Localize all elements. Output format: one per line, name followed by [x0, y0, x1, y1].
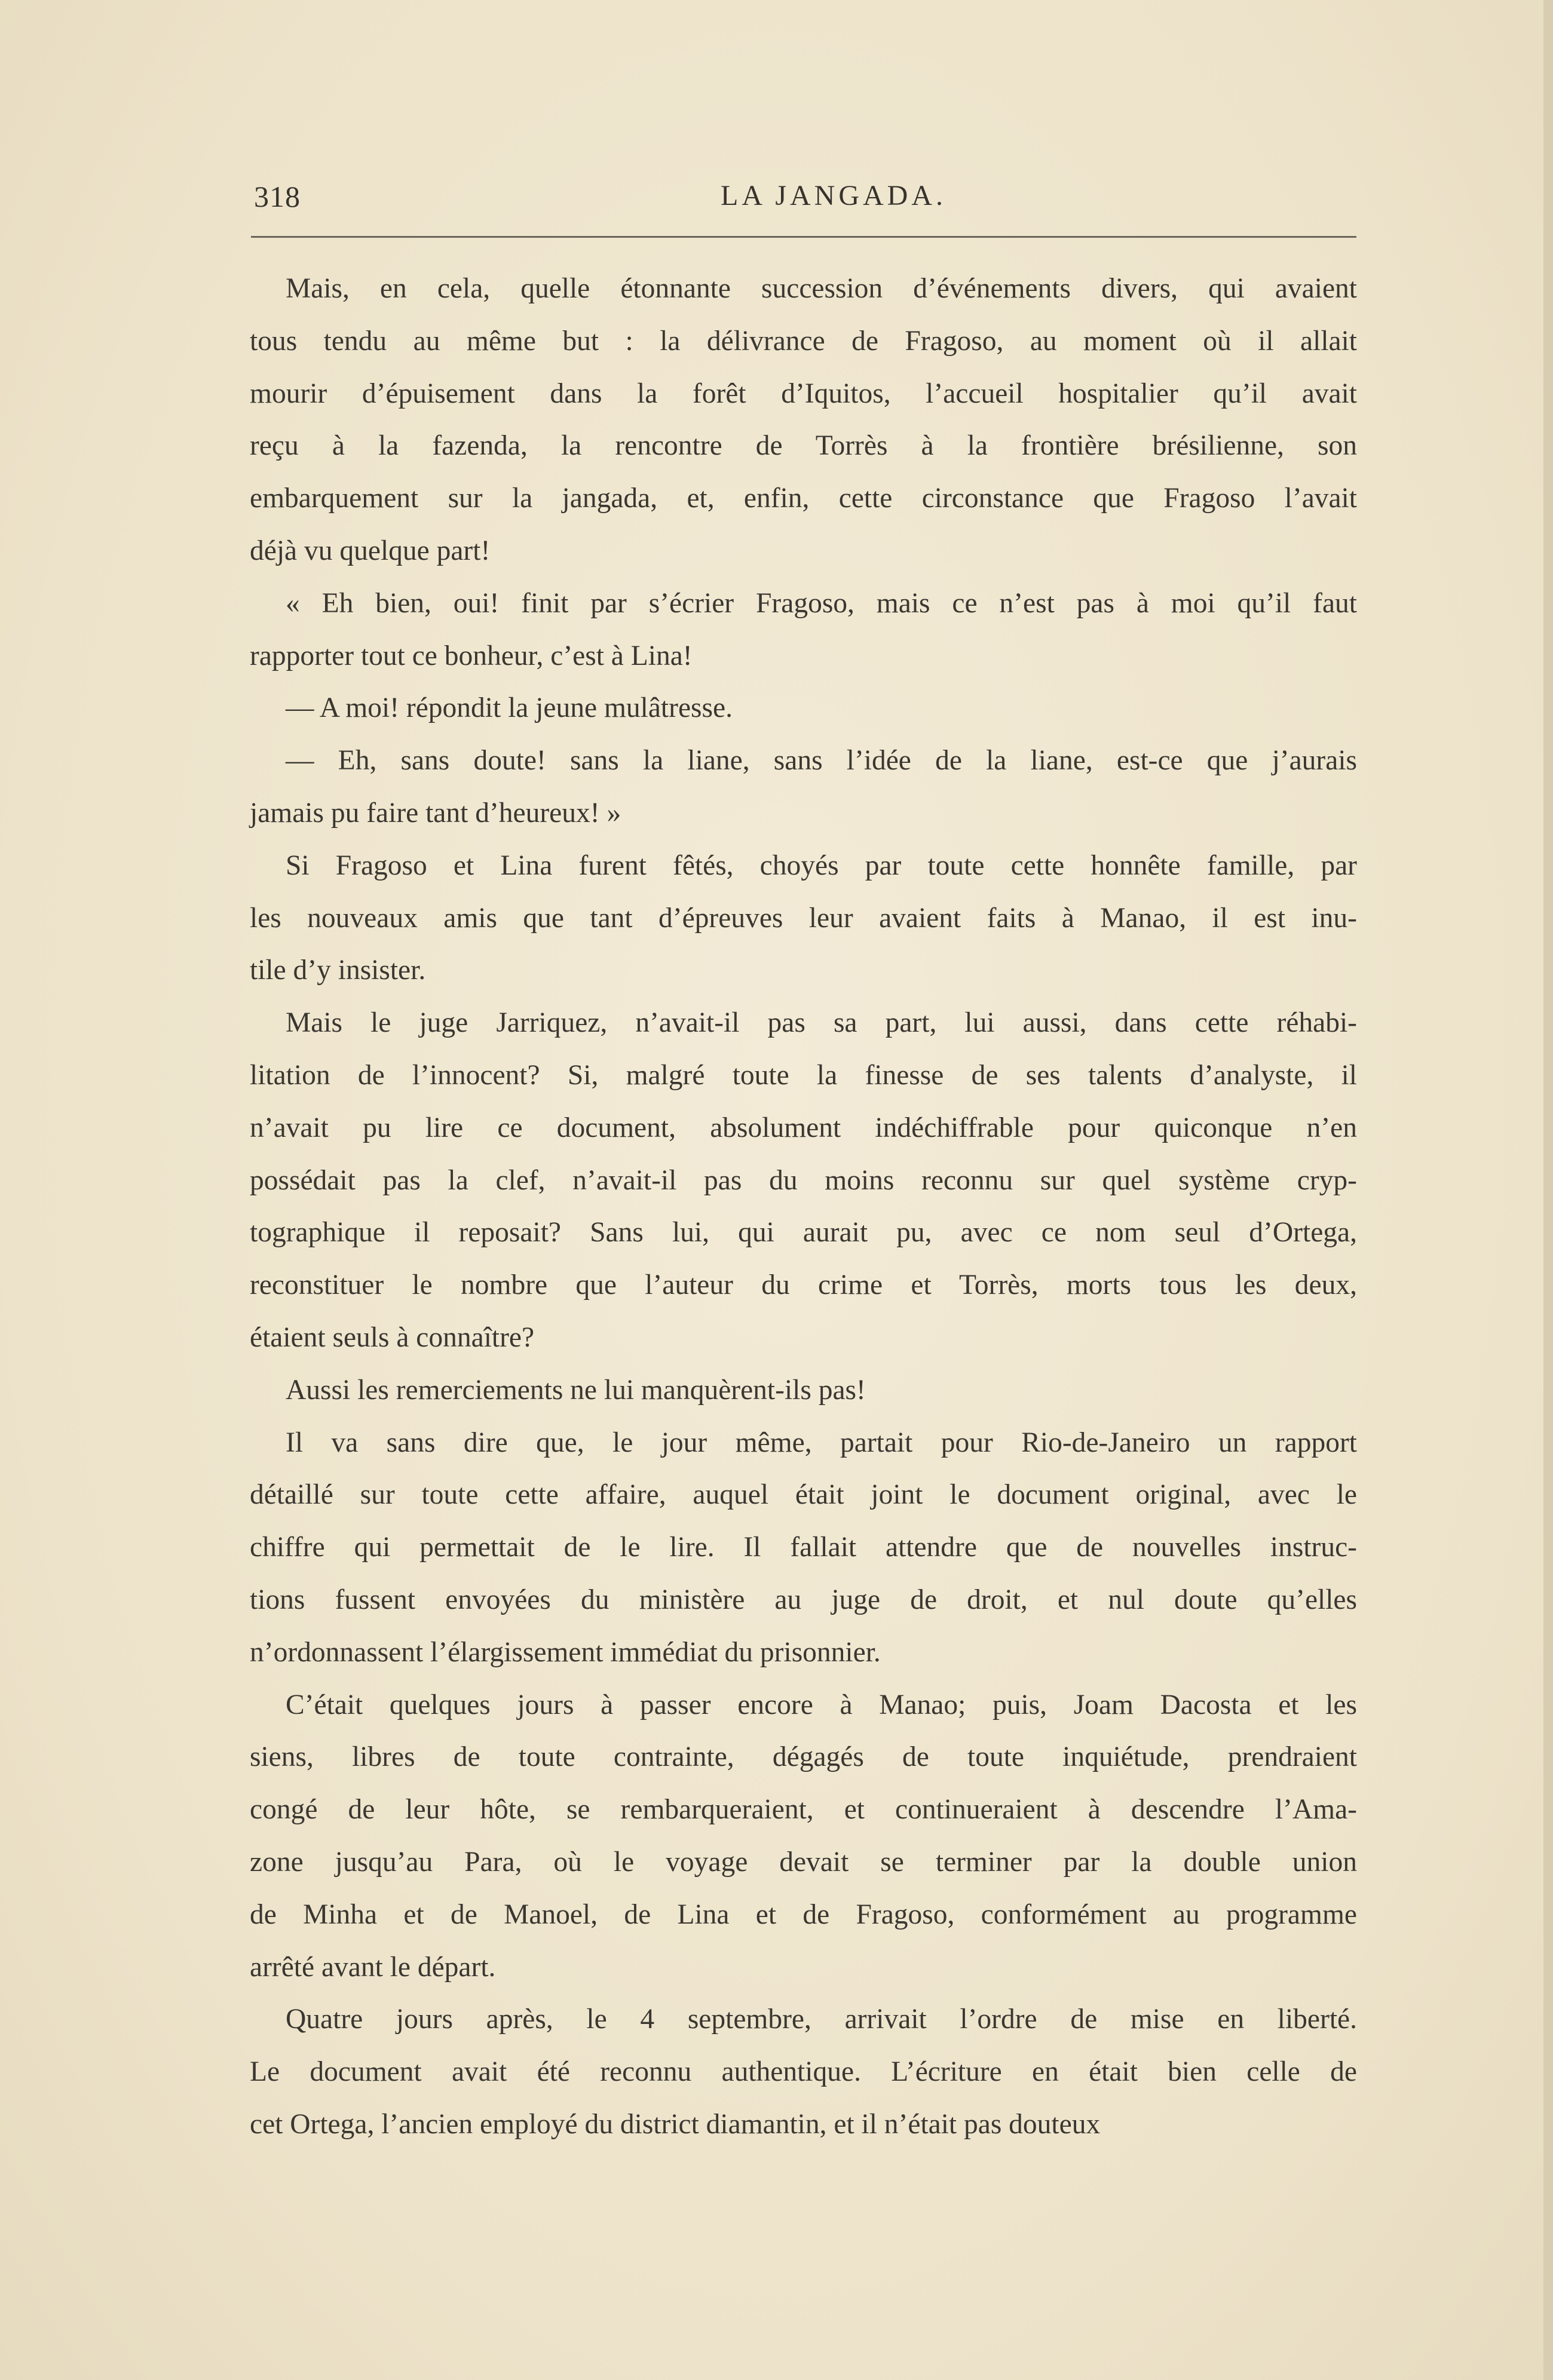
paragraph: [250, 735, 1357, 840]
text-line: embarquement sur la jangada, et, enfin, cette circonstance que Fragoso l’avait: [250, 483, 1357, 514]
text-line: — A moi! répondit la jeune mulâtresse.: [286, 692, 733, 724]
text-line: siens, libres de toute contrainte, dégagés de toute inquiétude, prendraient: [250, 1741, 1357, 1773]
text-line: reconstituer le nombre que l’auteur du crime et Torrès, morts tous les deux,: [250, 1269, 1357, 1301]
text-line: jamais pu faire tant d’heureux! »: [250, 797, 621, 829]
paragraph: [250, 578, 1357, 683]
text-line: Mais, en cela, quelle étonnante succession d’événements divers, qui avaient: [286, 273, 1357, 304]
paragraph: [250, 1993, 1357, 2151]
body-text: [250, 263, 1357, 2151]
text-line: Le document avait été reconnu authentique. L’écriture en était bien celle de: [250, 2056, 1357, 2088]
text-line: n’ordonnassent l’élargissement immédiat du prisonnier.: [250, 1636, 881, 1668]
text-line: Quatre jours après, le 4 septembre, arrivait l’ordre de mise en liberté.: [286, 2004, 1357, 2035]
page-header: [254, 179, 1353, 221]
paragraph: [250, 263, 1357, 578]
paragraph: [250, 840, 1357, 997]
page-edge: [1543, 0, 1553, 2380]
text-line: C’était quelques jours à passer encore à Manao; puis, Joam Dacosta et les: [286, 1689, 1357, 1720]
text-line: tions fussent envoyées du ministère au juge de droit, et nul doute qu’elles: [250, 1584, 1357, 1615]
text-line: tographique il reposait? Sans lui, qui aurait pu, avec ce nom seul d’Ortega,: [250, 1217, 1357, 1249]
text-line: Si Fragoso et Lina furent fêtés, choyés par toute cette honnête famille, par: [286, 849, 1357, 881]
paragraph: [250, 1679, 1357, 1994]
text-line: étaient seuls à connaître?: [250, 1321, 535, 1353]
text-line: « Eh bien, oui! finit par s’écrier Fragoso, mais ce n’est pas à moi qu’il faut: [286, 587, 1357, 619]
text-line: zone jusqu’au Para, où le voyage devait se terminer par la double union: [250, 1846, 1357, 1878]
text-line: détaillé sur toute cette affaire, auquel était joint le document original, avec le: [250, 1479, 1357, 1511]
page-number: 318: [254, 180, 301, 213]
text-line: possédait pas la clef, n’avait-il pas du moins reconnu sur quel système cryp-: [250, 1164, 1357, 1196]
paragraph: [250, 1417, 1357, 1679]
text-line: déjà vu quelque part!: [250, 535, 491, 566]
text-line: tous tendu au même but : la délivrance de Fragoso, au moment où il allait: [250, 325, 1357, 357]
text-line: mourir d’épuisement dans la forêt d’Iquitos, l’accueil hospitalier qu’il avait: [250, 378, 1357, 409]
paragraph: [250, 1364, 1357, 1417]
text-line: arrêté avant le départ.: [250, 1951, 496, 1983]
text-line: rapporter tout ce bonheur, c’est à Lina!: [250, 640, 693, 671]
text-line: — Eh, sans doute! sans la liane, sans l’idée de la liane, est-ce que j’aurais: [286, 745, 1357, 777]
paragraph: [250, 682, 1357, 735]
text-line: de Minha et de Manoel, de Lina et de Fragoso, conformément au programme: [250, 1899, 1357, 1930]
text-line: les nouveaux amis que tant d’épreuves leur avaient faits à Manao, il est inu-: [250, 902, 1357, 934]
text-line: n’avait pu lire ce document, absolument indéchiffrable pour quiconque n’en: [250, 1112, 1357, 1143]
text-line: Il va sans dire que, le jour même, partait pour Rio-de-Janeiro un rapport: [286, 1427, 1357, 1458]
paragraph: [250, 997, 1357, 1364]
text-line: reçu à la fazenda, la rencontre de Torrès à la frontière brésilienne, son: [250, 430, 1357, 462]
text-line: chiffre qui permettait de le lire. Il fallait attendre que de nouvelles instruc-: [250, 1532, 1357, 1563]
text-line: congé de leur hôte, se rembarqueraient, et continueraient à descendre l’Ama-: [250, 1794, 1357, 1826]
text-line: litation de l’innocent? Si, malgré toute la finesse de ses talents d’analyste, il: [250, 1059, 1357, 1091]
text-line: Aussi les remerciements ne lui manquèrent-ils pas!: [286, 1374, 866, 1406]
header-rule: [251, 236, 1356, 238]
text-line: tile d’y insister.: [250, 955, 426, 986]
text-line: Mais le juge Jarriquez, n’avait-il pas sa part, lui aussi, dans cette réhabi-: [286, 1007, 1357, 1039]
text-line: cet Ortega, l’ancien employé du district diamantin, et il n’était pas douteux: [250, 2108, 1101, 2140]
running-title: LA JANGADA.: [721, 180, 946, 211]
